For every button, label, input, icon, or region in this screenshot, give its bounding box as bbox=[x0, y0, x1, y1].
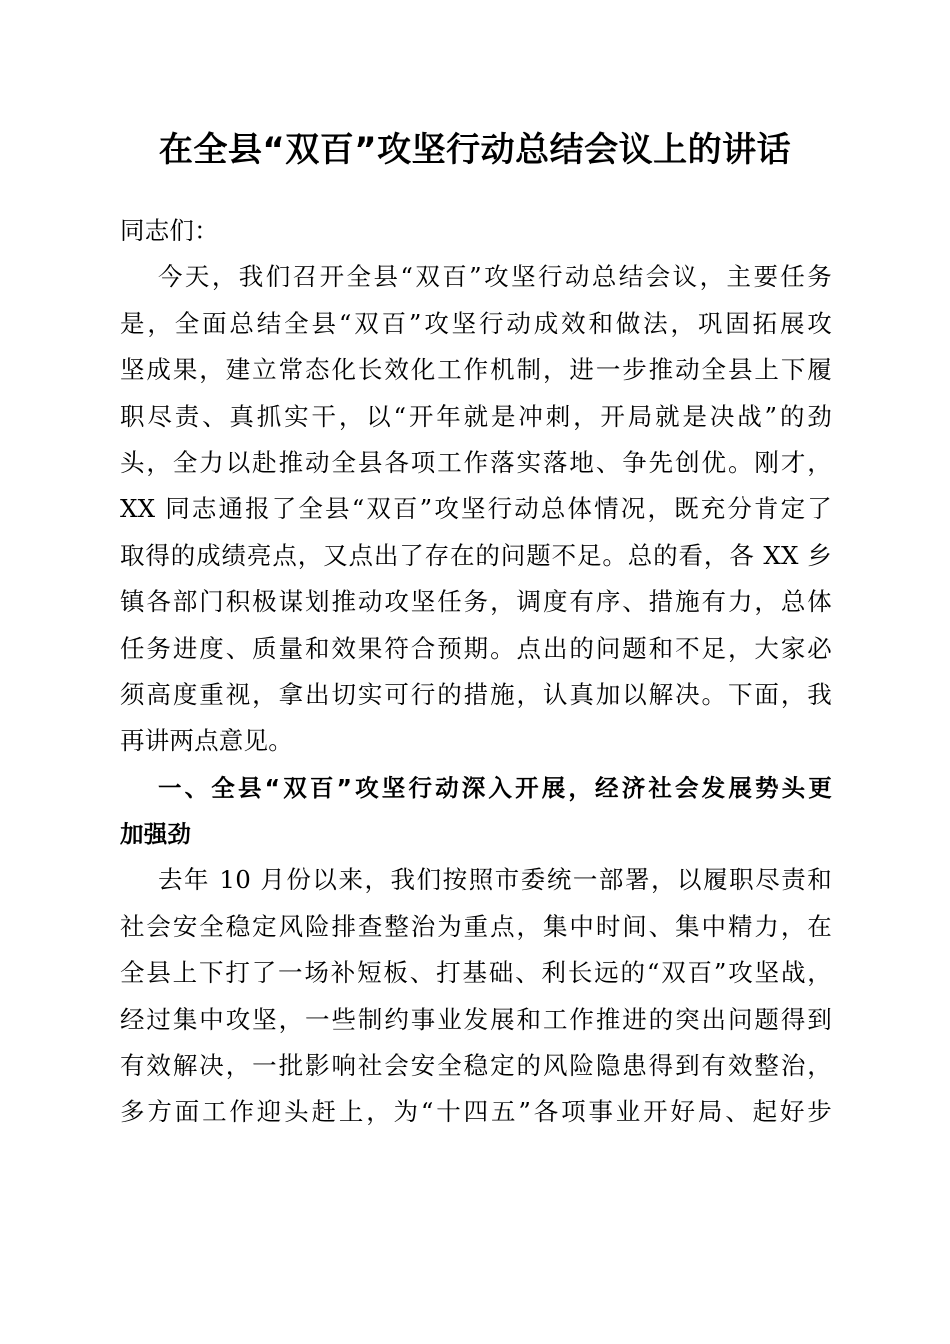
section-heading-1 bbox=[120, 765, 832, 858]
paragraph-line: 再讲两点意见。 bbox=[120, 726, 293, 756]
document-body bbox=[120, 208, 832, 1136]
heading-line: 一、全县“双百”攻坚行动深入开展，经济社会发展势头更 bbox=[158, 773, 832, 802]
paragraph-line: 全县上下打了一场补短板、打基础、利长远的“双百”攻坚战， bbox=[120, 958, 832, 988]
paragraph-line: XX 同志通报了全县“双百”攻坚行动总体情况，既充分肯定了 bbox=[120, 494, 832, 524]
paragraph-line: 去年 10 月份以来，我们按照市委统一部署，以履职尽责和 bbox=[158, 865, 832, 895]
salutation: 同志们： bbox=[120, 216, 219, 245]
paragraph-line: 多方面工作迎头赶上，为“十四五”各项事业开好局、起好步 bbox=[120, 1097, 832, 1127]
paragraph-line: 职尽责、真抓实干，以“开年就是冲刺，开局就是决战”的劲 bbox=[120, 401, 832, 431]
heading-line: 加强劲 bbox=[120, 820, 192, 849]
paragraph-line: 有效解决，一批影响社会安全稳定的风险隐患得到有效整治， bbox=[120, 1051, 832, 1081]
paragraph-1 bbox=[120, 254, 832, 764]
paragraph-line: 须高度重视，拿出切实可行的措施，认真加以解决。下面，我 bbox=[120, 679, 832, 709]
paragraph-line: 取得的成绩亮点，又点出了存在的问题不足。总的看，各 XX 乡 bbox=[120, 540, 832, 570]
paragraph-line: 任务进度、质量和效果符合预期。点出的问题和不足，大家必 bbox=[120, 633, 832, 663]
paragraph-line: 社会安全稳定风险排查整治为重点，集中时间、集中精力，在 bbox=[120, 911, 832, 941]
paragraph-line: 头，全力以赴推动全县各项工作落实落地、争先创优。刚才， bbox=[120, 447, 832, 477]
paragraph-line: 经过集中攻坚，一些制约事业发展和工作推进的突出问题得到 bbox=[120, 1004, 832, 1034]
paragraph-line: 是，全面总结全县“双百”攻坚行动成效和做法，巩固拓展攻 bbox=[120, 308, 832, 338]
paragraph-line: 坚成果，建立常态化长效化工作机制，进一步推动全县上下履 bbox=[120, 355, 832, 385]
paragraph-2 bbox=[120, 857, 832, 1135]
paragraph-line: 今天，我们召开全县“双百”攻坚行动总结会议，主要任务 bbox=[158, 262, 832, 292]
document-title: 在全县“双百”攻坚行动总结会议上的讲话 bbox=[158, 130, 792, 170]
paragraph-line: 镇各部门积极谋划推动攻坚任务，调度有序、措施有力，总体 bbox=[120, 587, 832, 617]
